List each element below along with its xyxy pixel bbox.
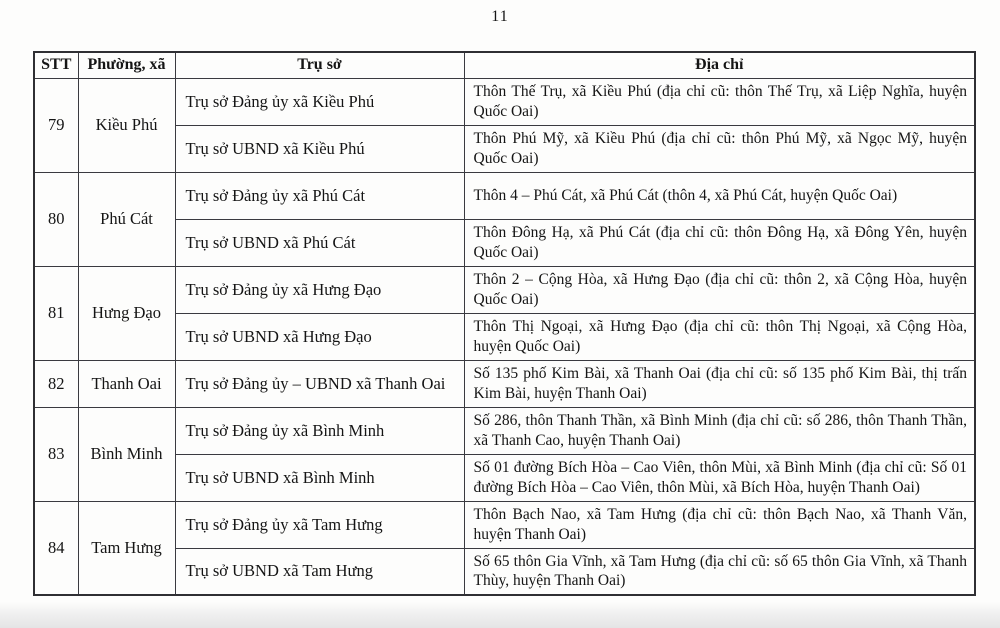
address-cell: Số 65 thôn Gia Vĩnh, xã Tam Hưng (địa chỉ cũ: số 65 thôn Gia Vĩnh, xã Thanh Thùy, huyện Thanh Oai) xyxy=(464,548,975,595)
ward-name-cell: Hưng Đạo xyxy=(78,266,175,360)
address-cell: Thôn 4 – Phú Cát, xã Phú Cát (thôn 4, xã Phú Cát, huyện Quốc Oai) xyxy=(464,172,975,219)
office-name-cell: Trụ sở UBND xã Hưng Đạo xyxy=(175,313,464,360)
stt-cell: 80 xyxy=(34,172,78,266)
office-name-cell: Trụ sở Đảng ủy xã Bình Minh xyxy=(175,407,464,454)
address-cell: Thôn Đông Hạ, xã Phú Cát (địa chỉ cũ: thôn Đông Hạ, xã Đông Yên, huyện Quốc Oai) xyxy=(464,219,975,266)
office-name-cell: Trụ sở UBND xã Tam Hưng xyxy=(175,548,464,595)
stt-cell: 83 xyxy=(34,407,78,501)
table-row xyxy=(34,454,975,501)
table-row xyxy=(34,407,975,454)
table-row xyxy=(34,219,975,266)
table-row xyxy=(34,548,975,595)
office-name-cell: Trụ sở UBND xã Bình Minh xyxy=(175,454,464,501)
office-name-cell: Trụ sở Đảng ủy xã Kiều Phú xyxy=(175,78,464,125)
address-cell: Thôn Thế Trụ, xã Kiều Phú (địa chỉ cũ: thôn Thế Trụ, xã Liệp Nghĩa, huyện Quốc Oai) xyxy=(464,78,975,125)
column-header-office: Trụ sở xyxy=(175,52,464,78)
address-cell: Thôn Bạch Nao, xã Tam Hưng (địa chỉ cũ: thôn Bạch Nao, xã Thanh Văn, huyện Thanh Oai) xyxy=(464,501,975,548)
stt-cell: 82 xyxy=(34,360,78,407)
stt-cell: 79 xyxy=(34,78,78,172)
table-body xyxy=(34,78,975,595)
table-row xyxy=(34,360,975,407)
table-row xyxy=(34,172,975,219)
office-name-cell: Trụ sở Đảng ủy xã Phú Cát xyxy=(175,172,464,219)
page-number: 11 xyxy=(491,8,509,25)
table-row xyxy=(34,78,975,125)
address-cell: Thôn Phú Mỹ, xã Kiều Phú (địa chỉ cũ: thôn Phú Mỹ, xã Ngọc Mỹ, huyện Quốc Oai) xyxy=(464,125,975,172)
address-cell: Thôn Thị Ngoại, xã Hưng Đạo (địa chỉ cũ: thôn Thị Ngoại, xã Cộng Hòa, huyện Quốc Oai) xyxy=(464,313,975,360)
office-name-cell: Trụ sở Đảng ủy xã Tam Hưng xyxy=(175,501,464,548)
ward-name-cell: Thanh Oai xyxy=(78,360,175,407)
column-header-stt: STT xyxy=(34,52,78,78)
stt-cell: 84 xyxy=(34,501,78,595)
table-row xyxy=(34,125,975,172)
address-cell: Thôn 2 – Cộng Hòa, xã Hưng Đạo (địa chỉ cũ: thôn 2, xã Cộng Hòa, huyện Quốc Oai) xyxy=(464,266,975,313)
office-name-cell: Trụ sở UBND xã Kiều Phú xyxy=(175,125,464,172)
address-cell: Số 286, thôn Thanh Thần, xã Bình Minh (địa chỉ cũ: số 286, thôn Thanh Thần, xã Thanh Cao, huyện Thanh Oai) xyxy=(464,407,975,454)
scan-edge-shadow xyxy=(0,602,1000,628)
ward-name-cell: Phú Cát xyxy=(78,172,175,266)
column-header-address: Địa chỉ xyxy=(464,52,975,78)
office-name-cell: Trụ sở UBND xã Phú Cát xyxy=(175,219,464,266)
table-header-row xyxy=(34,52,975,78)
table-row xyxy=(34,501,975,548)
office-name-cell: Trụ sở Đảng ủy xã Hưng Đạo xyxy=(175,266,464,313)
ward-name-cell: Bình Minh xyxy=(78,407,175,501)
address-cell: Số 135 phố Kim Bài, xã Thanh Oai (địa chỉ cũ: số 135 phố Kim Bài, thị trấn Kim Bài, huyện Thanh Oai) xyxy=(464,360,975,407)
office-name-cell: Trụ sở Đảng ủy – UBND xã Thanh Oai xyxy=(175,360,464,407)
column-header-ward: Phường, xã xyxy=(78,52,175,78)
table-row xyxy=(34,266,975,313)
ward-offices-table xyxy=(33,51,976,596)
stt-cell: 81 xyxy=(34,266,78,360)
ward-name-cell: Tam Hưng xyxy=(78,501,175,595)
table-row xyxy=(34,313,975,360)
ward-name-cell: Kiều Phú xyxy=(78,78,175,172)
address-cell: Số 01 đường Bích Hòa – Cao Viên, thôn Mùi, xã Bình Minh (địa chỉ cũ: Số 01 đường Bích Hòa – Cao Viên, thôn Mùi, xã Bích Hòa, huyện Thanh Oai) xyxy=(464,454,975,501)
